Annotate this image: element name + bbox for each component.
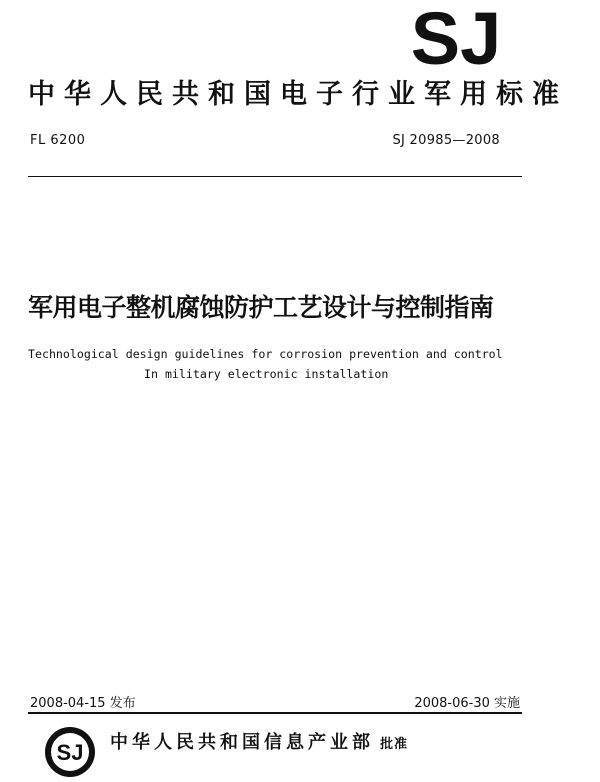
standard-number: SJ 20985—2008 bbox=[392, 133, 500, 148]
classification-code: FL 6200 bbox=[30, 133, 86, 148]
approving-authority bbox=[110, 728, 408, 754]
title-en-line-2: In military electronic installation bbox=[144, 367, 389, 381]
footer-divider bbox=[28, 712, 522, 714]
ministry-emblem-text: SJ bbox=[56, 740, 84, 765]
sj-logo bbox=[408, 6, 504, 72]
org-title: 中华人民共和国电子行业军用标准 bbox=[28, 79, 568, 110]
document-title-cn: 军用电子整机腐蚀防护工艺设计与控制指南 bbox=[28, 293, 494, 322]
implementation-date: 2008-06-30 实施 bbox=[414, 696, 520, 711]
approver-name: 中华人民共和国信息产业部 bbox=[110, 732, 374, 753]
ministry-emblem-icon bbox=[44, 726, 96, 778]
sj-logo-text: SJ bbox=[410, 6, 502, 72]
document-title-en bbox=[28, 344, 588, 384]
approve-label: 批准 bbox=[380, 737, 409, 752]
title-en-line-1: Technological design guidelines for corrosion prevention and control bbox=[28, 347, 503, 361]
issue-date: 2008-04-15 发布 bbox=[30, 696, 136, 711]
header-divider bbox=[28, 176, 522, 177]
